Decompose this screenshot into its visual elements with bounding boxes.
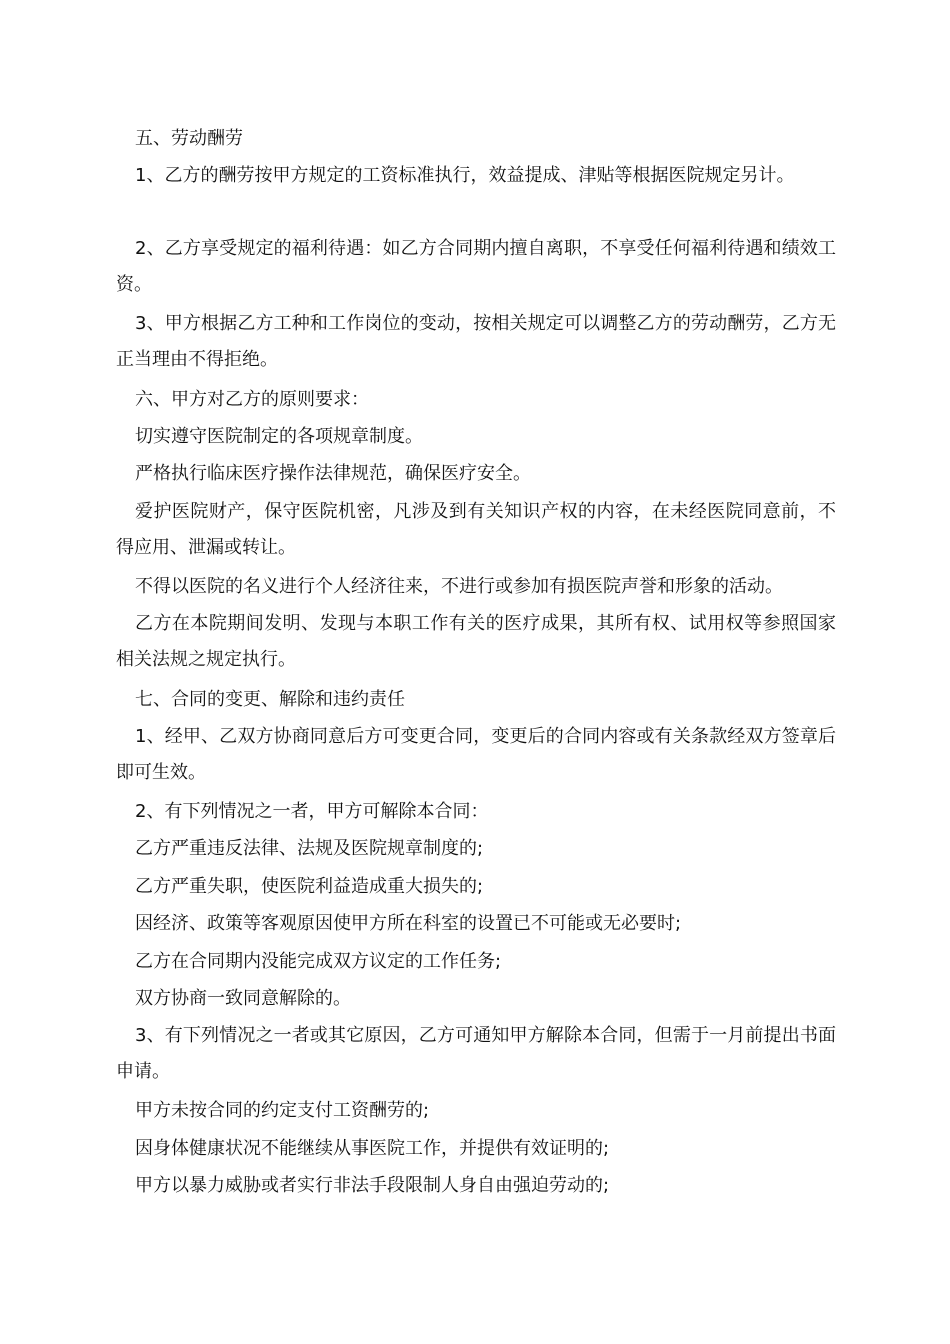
list-item: 乙方严重违反法律、法规及医院规章制度的; — [135, 838, 484, 859]
list-item: 乙方严重失职，使医院利益造成重大损失的; — [135, 876, 484, 897]
list-item: 双方协商一致同意解除的。 — [135, 988, 351, 1009]
list-item: 严格执行临床医疗操作法律规范，确保医疗安全。 — [135, 463, 531, 484]
list-item: 甲方未按合同的约定支付工资酬劳的; — [135, 1100, 430, 1121]
list-item: 乙方在合同期内没能完成双方议定的工作任务; — [135, 951, 502, 972]
paragraph: 2、乙方享受规定的福利待遇：如乙方合同期内擅自离职，不享受任何福利待遇和绩效工资。 — [116, 238, 836, 295]
list-item: 因经济、政策等客观原因使甲方所在科室的设置已不可能或无必要时; — [135, 913, 682, 934]
section-heading-5: 五、劳动酬劳 — [135, 128, 243, 149]
list-item: 不得以医院的名义进行个人经济往来，不进行或参加有损医院声誉和形象的活动。 — [135, 576, 783, 597]
paragraph: 3、甲方根据乙方工种和工作岗位的变动，按相关规定可以调整乙方的劳动酬劳，乙方无正当理由不得拒绝。 — [116, 313, 836, 370]
section-heading-7: 七、合同的变更、解除和违约责任 — [135, 689, 405, 710]
paragraph: 1、乙方的酬劳按甲方规定的工资标准执行，效益提成、津贴等根据医院规定另计。 — [135, 165, 795, 186]
list-item: 乙方在本院期间发明、发现与本职工作有关的医疗成果，其所有权、试用权等参照国家相关法规之规定执行。 — [116, 613, 836, 670]
list-item: 因身体健康状况不能继续从事医院工作，并提供有效证明的; — [135, 1138, 610, 1159]
section-heading-6: 六、甲方对乙方的原则要求： — [135, 389, 369, 410]
paragraph: 1、经甲、乙双方协商同意后方可变更合同，变更后的合同内容或有关条款经双方签章后即可生效。 — [116, 726, 836, 783]
list-item: 甲方以暴力威胁或者实行非法手段限制人身自由强迫劳动的; — [135, 1175, 610, 1196]
paragraph: 2、有下列情况之一者，甲方可解除本合同： — [135, 801, 489, 822]
list-item: 爱护医院财产，保守医院机密，凡涉及到有关知识产权的内容，在未经医院同意前，不得应用、泄漏或转让。 — [116, 501, 836, 558]
paragraph: 3、有下列情况之一者或其它原因，乙方可通知甲方解除本合同，但需于一月前提出书面申请。 — [116, 1025, 836, 1082]
list-item: 切实遵守医院制定的各项规章制度。 — [135, 426, 423, 447]
